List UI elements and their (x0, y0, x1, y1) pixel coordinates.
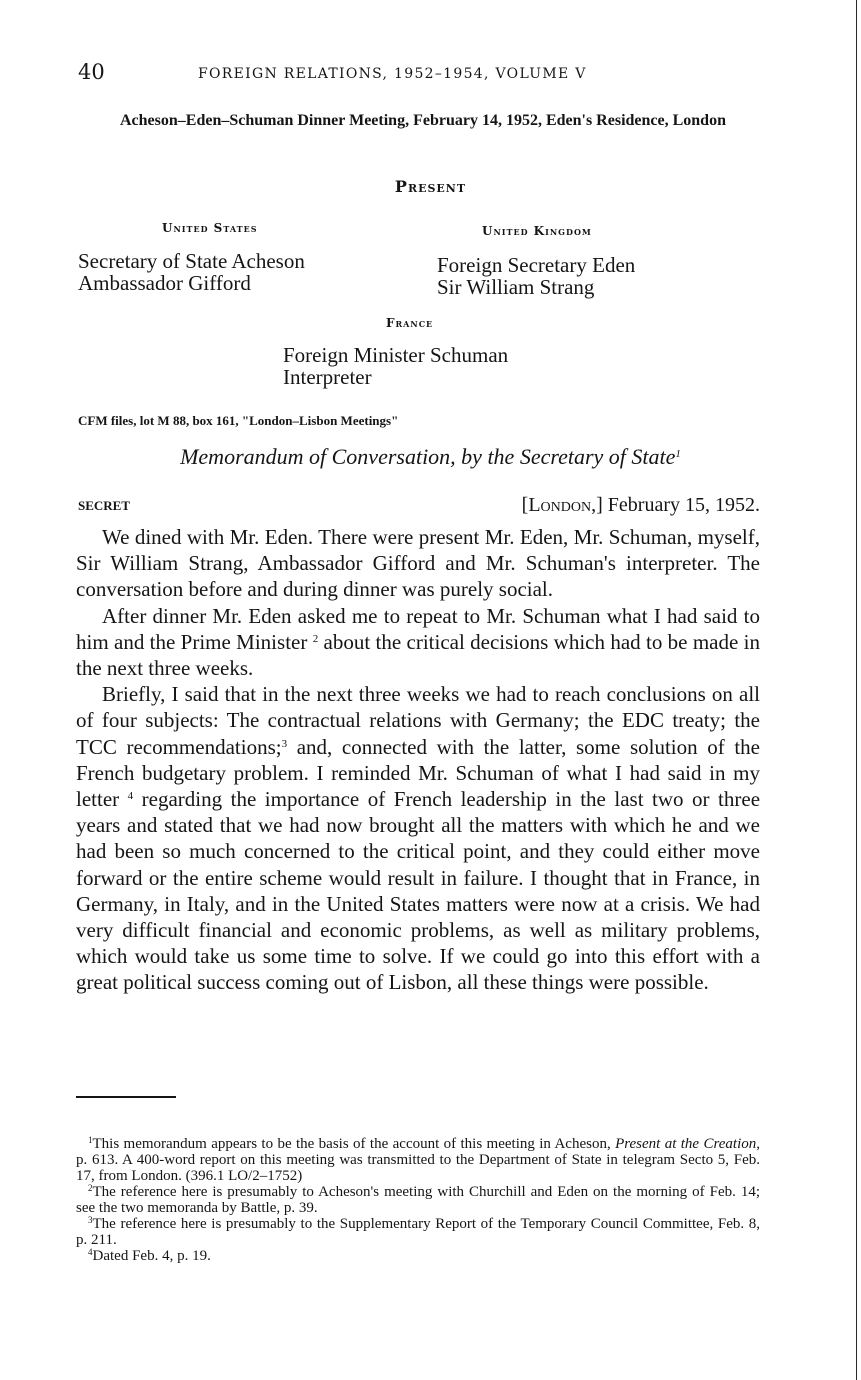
united-states-heading: United States (162, 221, 258, 235)
body-paragraph: Briefly, I said that in the next three weeks we had to reach conclusions on all of four subjects: The contractual relations with Germany; the EDC treaty; the TCC recommendations;$^3$ and, connected with the latter, some solution of the French budgetary problem. I reminded Mr. Schuman of what I had said in my letter $^4$ regarding the importance of French leadership in the last two or three years and stated that we had now brought all the matters with which he and we had been so much concerned to the critical point, and they could either move forward or the entire scheme would result in failure. I thought that in France, in Germany, in Italy, and in the United States matters were now at a crisis. We had very difficult financial and economic problems, as well as military problems, which would take us some time to solve. If we could go into this effort with a great political success coming out of Lisbon, all these things were possible. (76, 682, 761, 995)
body-paragraph: We dined with Mr. Eden. There were present Mr. Eden, Mr. Schuman, myself, Sir William Strang, Ambassador Gifford and Mr. Schuman's interpreter. The conversation before and during dinner was purely social. (76, 525, 760, 602)
body-paragraph: After dinner Mr. Eden asked me to repeat to Mr. Schuman what I had said to him and the Prime Minister $^2$ about the critical decisions which had to be made in the next three weeks. (76, 603, 760, 681)
united-kingdom-attendees (437, 254, 635, 298)
attendee-name: Secretary of State Acheson (78, 249, 305, 273)
united-states-attendees (78, 250, 305, 294)
classification-marking: SECRET (78, 498, 131, 513)
meeting-title: Acheson–Eden–Schuman Dinner Meeting, February 14, 1952, Eden's Residence, London (120, 112, 726, 129)
running-title: FOREIGN RELATIONS, 1952–1954, VOLUME V (198, 66, 587, 82)
dateline-place: London, (528, 494, 597, 516)
attendee-name: Sir William Strang (437, 275, 595, 299)
attendee-name: Ambassador Gifford (78, 271, 251, 295)
attendee-name: Interpreter (283, 365, 372, 389)
page-edge-line (856, 0, 857, 1380)
footnote-ref: 1 (675, 448, 681, 460)
france-heading: France (386, 316, 434, 330)
dateline-date: February 15, 1952. (607, 494, 760, 516)
footnote: $^1$This memorandum appears to be the basis of the account of this meeting in Acheson, Present at the Creation, p. 613. A 400-word report on this meeting was transmitted to the Department of State in telegram Secto 5, Feb. 17, from London. (396.1 LO/2–1752) (76, 1135, 760, 1184)
attendee-name: Foreign Secretary Eden (437, 253, 636, 277)
archival-source: CFM files, lot M 88, box 161, "London–Lisbon Meetings" (78, 413, 399, 428)
dateline: [London,] February 15, 1952. (521, 494, 760, 516)
running-header (78, 60, 760, 90)
attendee-name: Foreign Minister Schuman (283, 343, 509, 367)
footnote-ref: 3 (281, 737, 288, 750)
footnote-rule (76, 1096, 176, 1098)
footnote-ref: 4 (127, 790, 134, 803)
memo-body (76, 524, 760, 996)
footnote: $^2$The reference here is presumably to Acheson's meeting with Churchill and Eden on the morning of Feb. 14; see the two memoranda by Battle, p. 39. (76, 1183, 760, 1216)
document-title (0, 444, 861, 470)
footnote: $^4$Dated Feb. 4, p. 19. (88, 1247, 211, 1264)
footnote: $^3$The reference here is presumably to the Supplementary Report of the Temporary Council Committee, Feb. 8, p. 211. (76, 1215, 760, 1248)
united-kingdom-heading: United Kingdom (482, 224, 592, 238)
footnote-ref: 2 (312, 632, 319, 645)
present-heading: Present (394, 177, 467, 196)
france-attendees (283, 344, 508, 388)
document-title-text: Memorandum of Conversation, by the Secretary of State (180, 444, 676, 469)
footnotes (76, 1136, 760, 1264)
page-number: 40 (78, 60, 105, 84)
